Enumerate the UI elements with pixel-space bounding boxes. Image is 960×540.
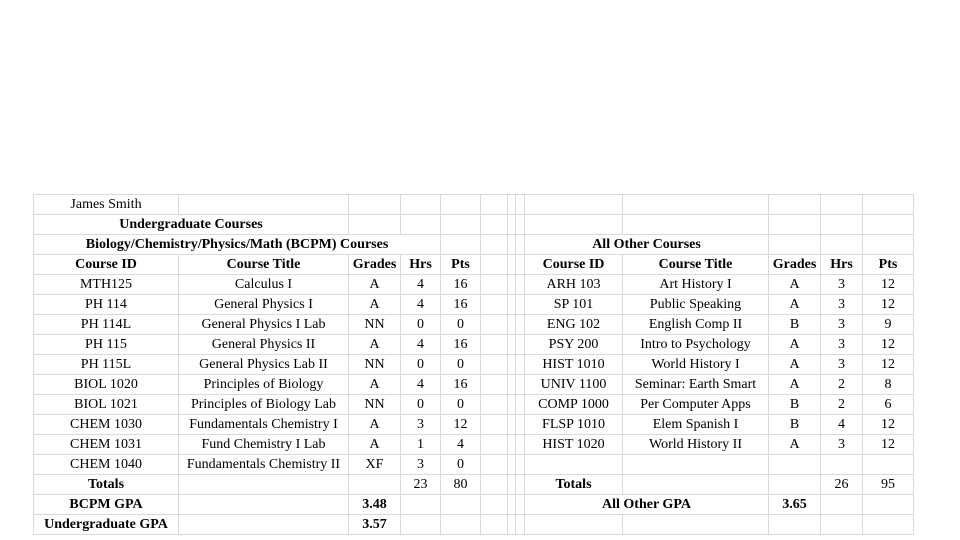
other-course-id[interactable]: ARH 103 (525, 275, 623, 295)
other-course-id[interactable]: ENG 102 (525, 315, 623, 335)
cell[interactable] (516, 435, 525, 455)
cell[interactable] (863, 495, 914, 515)
other-grade[interactable]: A (769, 355, 821, 375)
cell[interactable] (508, 515, 516, 535)
other-course-id[interactable]: COMP 1000 (525, 395, 623, 415)
cell[interactable] (508, 415, 516, 435)
cell[interactable] (481, 355, 508, 375)
cell[interactable] (623, 515, 769, 535)
cell[interactable] (516, 235, 525, 255)
cell[interactable] (516, 255, 525, 275)
bcpm-grade[interactable]: A (349, 335, 401, 355)
other-course-id[interactable]: HIST 1020 (525, 435, 623, 455)
bcpm-pts[interactable]: 16 (441, 375, 481, 395)
cell[interactable] (863, 215, 914, 235)
cell[interactable] (516, 515, 525, 535)
other-grade[interactable]: A (769, 435, 821, 455)
cell[interactable] (401, 215, 441, 235)
cell[interactable] (508, 235, 516, 255)
row-student-name (34, 195, 914, 215)
cell[interactable] (508, 395, 516, 415)
cell[interactable] (508, 375, 516, 395)
cell[interactable] (525, 195, 623, 215)
cell[interactable] (508, 475, 516, 495)
cell[interactable] (516, 315, 525, 335)
bcpm-hrs[interactable]: 4 (401, 375, 441, 395)
bcpm-grade[interactable]: NN (349, 395, 401, 415)
other-pts[interactable]: 12 (863, 355, 914, 375)
bcpm-pts[interactable]: 0 (441, 455, 481, 475)
bcpm-grade[interactable]: A (349, 415, 401, 435)
cell[interactable] (401, 195, 441, 215)
other-course-title[interactable]: Elem Spanish I (623, 415, 769, 435)
course-rows (34, 275, 914, 475)
other-grade[interactable]: B (769, 415, 821, 435)
bcpm-course-title[interactable]: Principles of Biology Lab (179, 395, 349, 415)
other-grade[interactable]: B (769, 395, 821, 415)
other-course-title[interactable]: Art History I (623, 275, 769, 295)
table-row (34, 275, 914, 295)
bcpm-course-id[interactable]: PH 114L (34, 315, 179, 335)
other-grade[interactable]: A (769, 275, 821, 295)
cell[interactable] (516, 455, 525, 475)
cell[interactable] (516, 375, 525, 395)
bcpm-pts[interactable]: 4 (441, 435, 481, 455)
bcpm-course-id[interactable]: PH 115L (34, 355, 179, 375)
cell[interactable] (769, 475, 821, 495)
cell[interactable] (516, 275, 525, 295)
bcpm-hrs[interactable]: 4 (401, 295, 441, 315)
table-row (34, 375, 914, 395)
other-course-title[interactable]: World History II (623, 435, 769, 455)
bcpm-grade[interactable]: NN (349, 315, 401, 335)
cell[interactable] (769, 235, 821, 255)
cell[interactable] (863, 235, 914, 255)
other-hrs[interactable]: 3 (821, 295, 863, 315)
cell[interactable] (508, 335, 516, 355)
column-header[interactable]: Pts (863, 255, 914, 275)
column-header[interactable]: Pts (441, 255, 481, 275)
cell[interactable] (769, 455, 821, 475)
cell[interactable] (516, 495, 525, 515)
other-gpa-value[interactable]: 3.65 (769, 495, 821, 515)
cell[interactable] (769, 215, 821, 235)
cell[interactable] (525, 515, 623, 535)
other-grade[interactable]: A (769, 335, 821, 355)
bcpm-pts[interactable]: 16 (441, 295, 481, 315)
other-course-title[interactable]: English Comp II (623, 315, 769, 335)
cell[interactable] (623, 215, 769, 235)
other-gpa-label[interactable]: All Other GPA (525, 495, 769, 515)
bcpm-course-title[interactable]: General Physics I (179, 295, 349, 315)
bcpm-grade[interactable]: A (349, 375, 401, 395)
bcpm-course-title[interactable]: Calculus I (179, 275, 349, 295)
undergrad-gpa-label[interactable]: Undergraduate GPA (34, 515, 179, 535)
student-name[interactable]: James Smith (34, 195, 179, 215)
bcpm-gpa-label[interactable]: BCPM GPA (34, 495, 179, 515)
row-totals (34, 475, 914, 495)
bcpm-course-id[interactable]: PH 114 (34, 295, 179, 315)
cell[interactable] (769, 515, 821, 535)
bcpm-course-id[interactable]: CHEM 1040 (34, 455, 179, 475)
spreadsheet-body (34, 195, 914, 275)
other-pts[interactable]: 12 (863, 295, 914, 315)
cell[interactable] (508, 255, 516, 275)
cell[interactable] (623, 455, 769, 475)
other-pts[interactable]: 8 (863, 375, 914, 395)
cell[interactable] (863, 195, 914, 215)
bcpm-course-title[interactable]: Fundamentals Chemistry I (179, 415, 349, 435)
section-title[interactable]: Undergraduate Courses (34, 215, 349, 235)
table-row (34, 395, 914, 415)
bcpm-hrs[interactable]: 3 (401, 455, 441, 475)
cell[interactable] (481, 435, 508, 455)
bcpm-course-id[interactable]: MTH125 (34, 275, 179, 295)
cell[interactable] (863, 515, 914, 535)
cell[interactable] (821, 455, 863, 475)
other-pts[interactable]: 12 (863, 335, 914, 355)
bcpm-course-id[interactable]: CHEM 1030 (34, 415, 179, 435)
other-pts[interactable]: 12 (863, 415, 914, 435)
other-hrs[interactable]: 2 (821, 375, 863, 395)
column-header[interactable]: Course Title (623, 255, 769, 275)
cell[interactable] (525, 455, 623, 475)
cell[interactable] (481, 215, 508, 235)
bcpm-grade[interactable]: A (349, 435, 401, 455)
cell[interactable] (508, 355, 516, 375)
cell[interactable] (516, 215, 525, 235)
cell[interactable] (481, 295, 508, 315)
cell[interactable] (481, 335, 508, 355)
bcpm-course-id[interactable]: BIOL 1020 (34, 375, 179, 395)
row-column-headers (34, 255, 914, 275)
undergrad-gpa-value[interactable]: 3.57 (349, 515, 401, 535)
table-row (34, 295, 914, 315)
cell[interactable] (441, 195, 481, 215)
cell[interactable] (401, 495, 441, 515)
cell[interactable] (179, 515, 349, 535)
bcpm-grade[interactable]: A (349, 295, 401, 315)
bcpm-pts[interactable]: 12 (441, 415, 481, 435)
bcpm-course-title[interactable]: Principles of Biology (179, 375, 349, 395)
bcpm-grade[interactable]: NN (349, 355, 401, 375)
cell[interactable] (821, 495, 863, 515)
cell[interactable] (516, 335, 525, 355)
cell[interactable] (481, 275, 508, 295)
cell[interactable] (516, 195, 525, 215)
cell[interactable] (481, 195, 508, 215)
table-row (34, 335, 914, 355)
cell[interactable] (508, 275, 516, 295)
other-course-id[interactable]: PSY 200 (525, 335, 623, 355)
column-header[interactable]: Grades (769, 255, 821, 275)
cell[interactable] (481, 475, 508, 495)
other-course-id[interactable]: FLSP 1010 (525, 415, 623, 435)
cell[interactable] (481, 455, 508, 475)
cell[interactable] (821, 235, 863, 255)
cell[interactable] (508, 495, 516, 515)
other-course-title[interactable]: Intro to Psychology (623, 335, 769, 355)
other-heading[interactable]: All Other Courses (525, 235, 769, 255)
cell[interactable] (481, 315, 508, 335)
other-hrs[interactable]: 4 (821, 415, 863, 435)
other-totals-pts[interactable]: 95 (863, 475, 914, 495)
cell[interactable] (179, 495, 349, 515)
bcpm-heading[interactable]: Biology/Chemistry/Physics/Math (BCPM) Courses (34, 235, 441, 255)
column-header[interactable]: Hrs (401, 255, 441, 275)
cell[interactable] (179, 195, 349, 215)
cell[interactable] (623, 195, 769, 215)
transcript-spreadsheet (33, 194, 914, 535)
bcpm-pts[interactable]: 0 (441, 355, 481, 375)
bcpm-course-id[interactable]: BIOL 1021 (34, 395, 179, 415)
cell[interactable] (821, 215, 863, 235)
table-row (34, 415, 914, 435)
bcpm-hrs[interactable]: 0 (401, 355, 441, 375)
cell[interactable] (481, 375, 508, 395)
cell[interactable] (516, 475, 525, 495)
other-totals-label[interactable]: Totals (525, 475, 623, 495)
cell[interactable] (349, 475, 401, 495)
other-hrs[interactable]: 3 (821, 335, 863, 355)
bcpm-totals-pts[interactable]: 80 (441, 475, 481, 495)
other-course-title[interactable]: World History I (623, 355, 769, 375)
column-header[interactable]: Hrs (821, 255, 863, 275)
bcpm-course-title[interactable]: Fund Chemistry I Lab (179, 435, 349, 455)
cell[interactable] (481, 235, 508, 255)
cell[interactable] (441, 235, 481, 255)
bcpm-totals-hrs[interactable]: 23 (401, 475, 441, 495)
cell[interactable] (508, 195, 516, 215)
table-row (34, 355, 914, 375)
other-totals-hrs[interactable]: 26 (821, 475, 863, 495)
bcpm-gpa-value[interactable]: 3.48 (349, 495, 401, 515)
other-hrs[interactable]: 3 (821, 315, 863, 335)
other-grade[interactable]: B (769, 315, 821, 335)
cell[interactable] (516, 415, 525, 435)
bcpm-hrs[interactable]: 0 (401, 315, 441, 335)
bcpm-course-title[interactable]: General Physics Lab II (179, 355, 349, 375)
other-pts[interactable]: 12 (863, 275, 914, 295)
cell[interactable] (481, 395, 508, 415)
bcpm-course-id[interactable]: CHEM 1031 (34, 435, 179, 455)
bcpm-course-id[interactable]: PH 115 (34, 335, 179, 355)
cell[interactable] (821, 515, 863, 535)
bcpm-totals-label[interactable]: Totals (34, 475, 179, 495)
other-hrs[interactable]: 3 (821, 275, 863, 295)
cell[interactable] (508, 315, 516, 335)
cell[interactable] (441, 495, 481, 515)
row-section-headings (34, 235, 914, 255)
row-undergrad-gpa (34, 515, 914, 535)
bcpm-hrs[interactable]: 4 (401, 275, 441, 295)
other-course-id[interactable]: UNIV 1100 (525, 375, 623, 395)
bcpm-hrs[interactable]: 3 (401, 415, 441, 435)
cell[interactable] (481, 255, 508, 275)
cell[interactable] (508, 435, 516, 455)
other-hrs[interactable]: 2 (821, 395, 863, 415)
cell[interactable] (863, 455, 914, 475)
cell[interactable] (769, 195, 821, 215)
cell[interactable] (821, 195, 863, 215)
cell[interactable] (481, 495, 508, 515)
column-header[interactable]: Grades (349, 255, 401, 275)
bcpm-pts[interactable]: 0 (441, 315, 481, 335)
other-hrs[interactable]: 3 (821, 435, 863, 455)
bcpm-grade[interactable]: A (349, 275, 401, 295)
bcpm-course-title[interactable]: Fundamentals Chemistry II (179, 455, 349, 475)
row-gpa (34, 495, 914, 515)
other-pts[interactable]: 6 (863, 395, 914, 415)
other-course-title[interactable]: Per Computer Apps (623, 395, 769, 415)
row-section-title (34, 215, 914, 235)
bcpm-course-title[interactable]: General Physics II (179, 335, 349, 355)
bcpm-pts[interactable]: 0 (441, 395, 481, 415)
cell[interactable] (516, 355, 525, 375)
cell[interactable] (508, 455, 516, 475)
cell[interactable] (481, 515, 508, 535)
other-pts[interactable]: 12 (863, 435, 914, 455)
other-grade[interactable]: A (769, 295, 821, 315)
other-course-id[interactable]: SP 101 (525, 295, 623, 315)
cell[interactable] (179, 475, 349, 495)
table-row (34, 455, 914, 475)
cell[interactable] (623, 475, 769, 495)
bcpm-pts[interactable]: 16 (441, 275, 481, 295)
column-header[interactable]: Course ID (525, 255, 623, 275)
other-pts[interactable]: 9 (863, 315, 914, 335)
bcpm-course-title[interactable]: General Physics I Lab (179, 315, 349, 335)
summary-rows (34, 475, 914, 535)
cell[interactable] (508, 295, 516, 315)
cell[interactable] (516, 395, 525, 415)
cell[interactable] (401, 515, 441, 535)
cell[interactable] (441, 515, 481, 535)
cell[interactable] (525, 215, 623, 235)
bcpm-hrs[interactable]: 1 (401, 435, 441, 455)
cell[interactable] (508, 215, 516, 235)
bcpm-grade[interactable]: XF (349, 455, 401, 475)
table-row (34, 315, 914, 335)
cell[interactable] (441, 215, 481, 235)
other-grade[interactable]: A (769, 375, 821, 395)
cell[interactable] (516, 295, 525, 315)
other-course-id[interactable]: HIST 1010 (525, 355, 623, 375)
cell[interactable] (349, 195, 401, 215)
bcpm-hrs[interactable]: 4 (401, 335, 441, 355)
table-row (34, 435, 914, 455)
other-course-title[interactable]: Seminar: Earth Smart (623, 375, 769, 395)
other-course-title[interactable]: Public Speaking (623, 295, 769, 315)
other-hrs[interactable]: 3 (821, 355, 863, 375)
column-header[interactable]: Course Title (179, 255, 349, 275)
cell[interactable] (349, 215, 401, 235)
cell[interactable] (481, 415, 508, 435)
bcpm-pts[interactable]: 16 (441, 335, 481, 355)
bcpm-hrs[interactable]: 0 (401, 395, 441, 415)
column-header[interactable]: Course ID (34, 255, 179, 275)
